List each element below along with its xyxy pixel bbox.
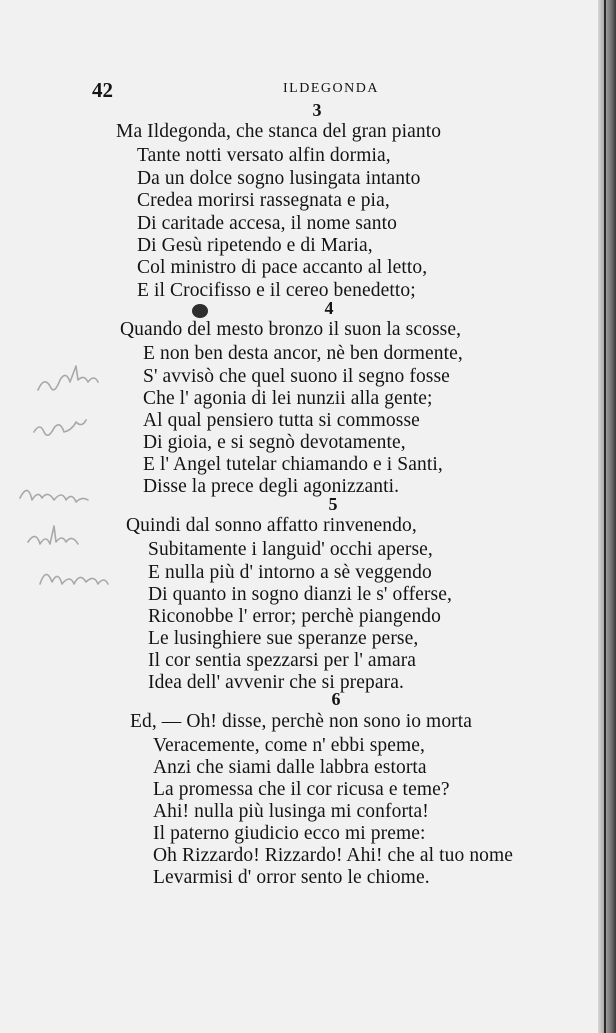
- handwritten-margin-annotation: [0, 0, 160, 640]
- verse-line: Da un dolce sogno lusingata intanto: [137, 168, 421, 189]
- verse-line: Il paterno giudicio ecco mi preme:: [153, 823, 426, 844]
- verse-line: Riconobbe l' error; perchè piangendo: [148, 606, 442, 627]
- ink-blot: [192, 304, 208, 318]
- verse-line: Oh Rizzardo! Rizzardo! Ahi! che al tuo nome: [153, 845, 514, 866]
- verse-line: Quindi dal sonno affatto rinvenendo,: [126, 515, 417, 536]
- verse-line: Credea morirsi rassegnata e pia,: [137, 190, 390, 211]
- verse-line: Tante notti versato alfin dormia,: [137, 145, 391, 166]
- verse-line: Di quanto in sogno dianzi le s' offerse,: [148, 584, 452, 605]
- verse-line: Anzi che siami dalle labbra estorta: [153, 757, 427, 778]
- verse-line: Di Gesù ripetendo e di Maria,: [137, 235, 373, 256]
- verse-line: Che l' agonia di lei nunzii alla gente;: [143, 388, 433, 409]
- verse-line: Quando del mesto bronzo il suon la scosse,: [120, 319, 462, 340]
- verse-line: La promessa che il cor ricusa e teme?: [153, 779, 450, 800]
- running-title: ILDEGONDA: [283, 81, 379, 96]
- verse-line: Idea dell' avvenir che si prepara.: [148, 672, 404, 693]
- verse-line: Al qual pensiero tutta si commosse: [143, 410, 420, 431]
- verse-line: Di caritade accesa, il nome santo: [137, 213, 397, 234]
- verse-line: Ma Ildegonda, che stanca del gran pianto: [116, 121, 442, 142]
- stanza-number: 4: [324, 298, 334, 318]
- verse-line: Levarmisi d' orror sento le chiome.: [153, 867, 430, 888]
- verse-line: Ahi! nulla più lusinga mi conforta!: [153, 801, 429, 822]
- stanza-number: 3: [312, 100, 322, 120]
- page-number: 42: [92, 78, 113, 102]
- verse-line: E l' Angel tutelar chiamando e i Santi,: [143, 454, 443, 475]
- verse-line: Di gioia, e si segnò devotamente,: [143, 432, 406, 453]
- page-edge-line: [604, 0, 606, 1033]
- verse-line: Le lusinghiere sue speranze perse,: [148, 628, 419, 649]
- verse-line: E il Crocifisso e il cereo benedetto;: [137, 280, 416, 301]
- verse-line: Disse la prece degli agonizzanti.: [143, 476, 400, 497]
- verse-line: Il cor sentia spezzarsi per l' amara: [148, 650, 417, 671]
- verse-line: Veracemente, come n' ebbi speme,: [153, 735, 426, 756]
- verse-line: Subitamente i languid' occhi aperse,: [148, 539, 433, 560]
- stanza-number: 6: [331, 689, 341, 709]
- verse-line: Ed, — Oh! disse, perchè non sono io morta: [130, 711, 473, 732]
- verse-line: E nulla più d' intorno a sè veggendo: [148, 562, 432, 583]
- page-binding-edge: [598, 0, 616, 1033]
- verse-line: Col ministro di pace accanto al letto,: [137, 257, 428, 278]
- stanza-number: 5: [328, 494, 338, 514]
- verse-line: S' avvisò che quel suono il segno fosse: [143, 366, 450, 387]
- verse-line: E non ben desta ancor, nè ben dormente,: [143, 343, 463, 364]
